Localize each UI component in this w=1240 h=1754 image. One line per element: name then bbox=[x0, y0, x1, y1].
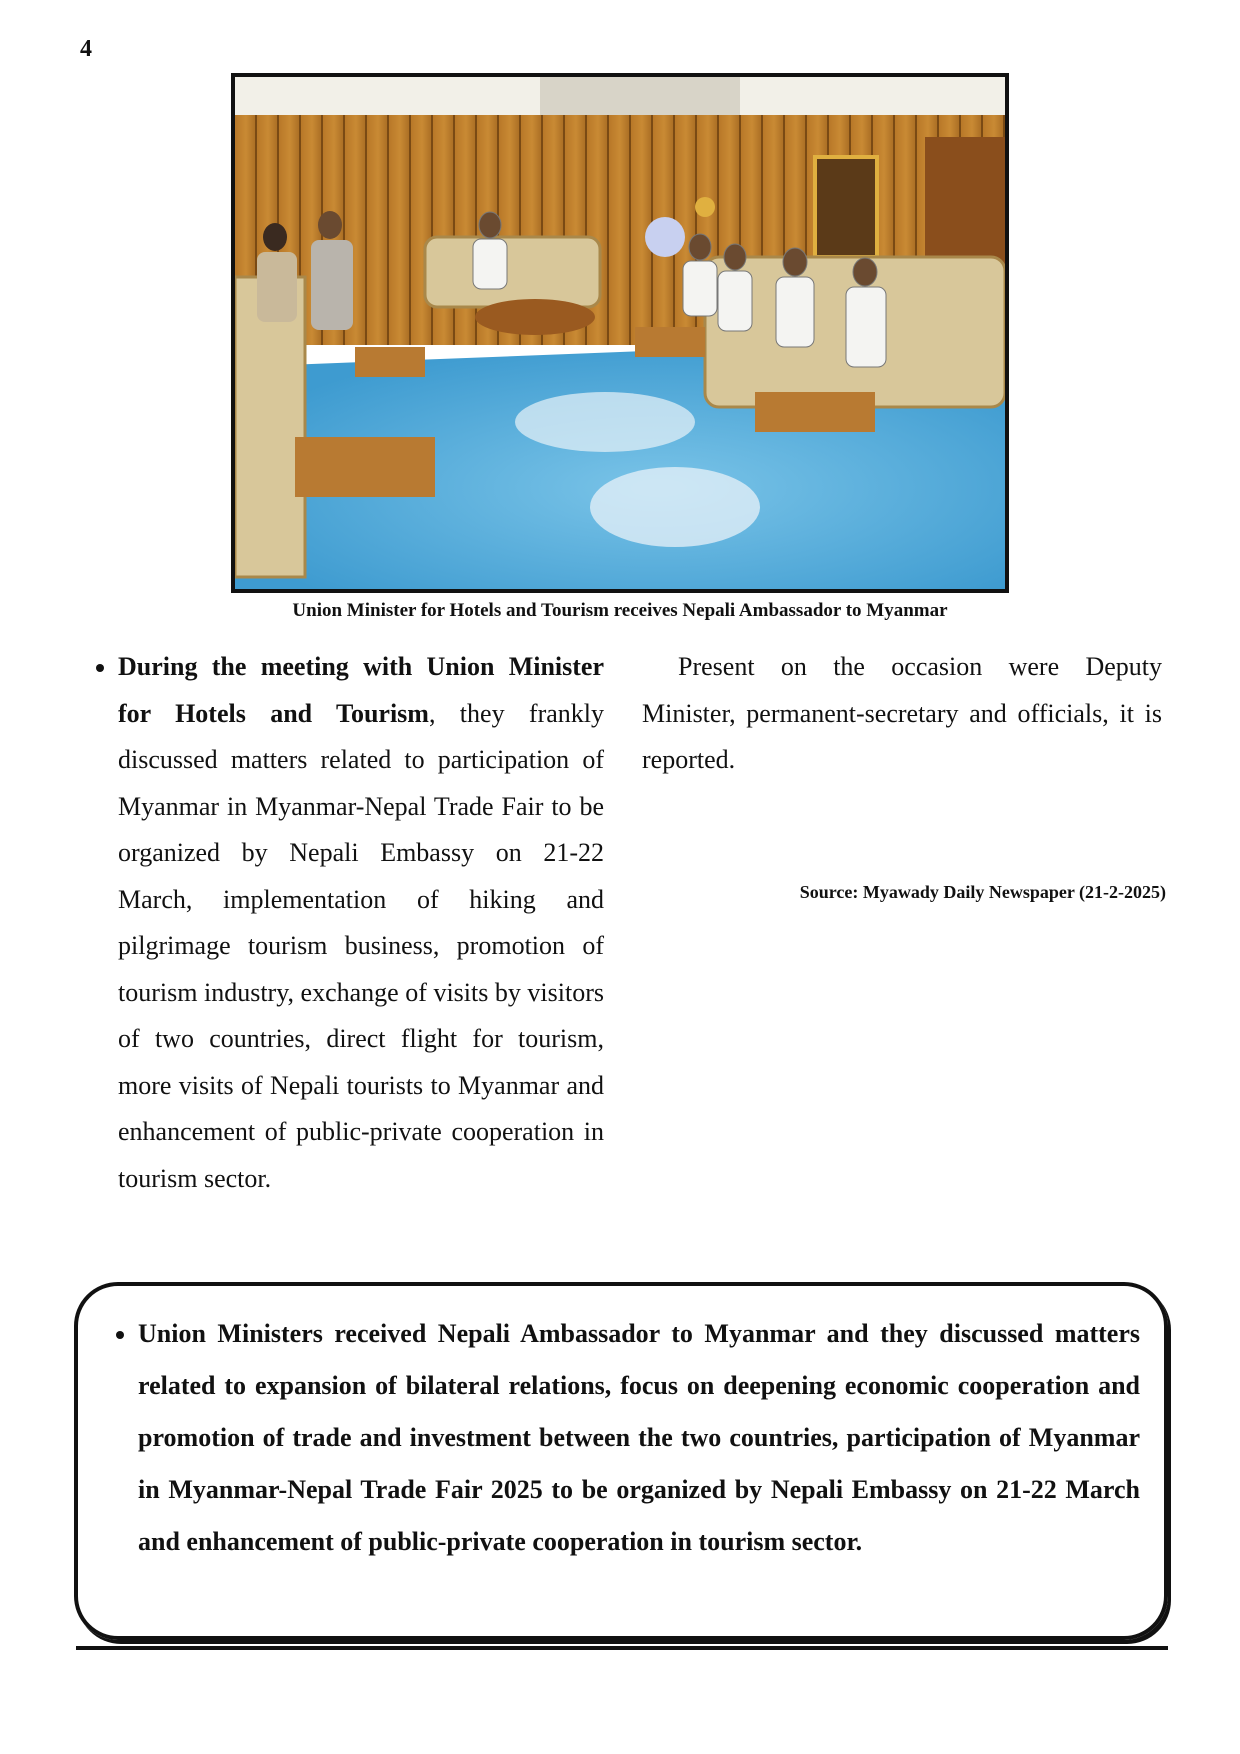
page-number: 4 bbox=[80, 36, 92, 62]
photo-caption: Union Minister for Hotels and Tourism receives Nepali Ambassador to Myanmar bbox=[292, 600, 948, 621]
meeting-photo-illustration bbox=[235, 77, 1005, 589]
article-bullet bbox=[118, 644, 604, 1202]
meeting-photo bbox=[231, 73, 1009, 593]
bottom-rule bbox=[76, 1646, 1168, 1650]
article-lead-bold: During the meeting with Union Minister for Hotels and Tourism bbox=[118, 652, 604, 728]
summary-box bbox=[74, 1282, 1168, 1640]
back-sofa bbox=[425, 237, 600, 307]
article-left-column bbox=[80, 644, 604, 1202]
wall-painting bbox=[815, 157, 877, 257]
source-citation: Source: Myawady Daily Newspaper (21-2-2025) bbox=[799, 882, 1166, 902]
article-right-column bbox=[642, 644, 1162, 784]
article-body-text: , they frankly discussed matters related to participation of Myanmar in Myanmar-Nepal Trade Fair to be organized by Nepali Embassy on 21-22 March, implementation of hiking and pilgrimage tourism business, promotion of tourism industry, exchange of visits by visitors of two countries, direct flight for tourism, more visits of Nepali tourists to Myanmar and enhancement of public-private cooperation in tourism sector. bbox=[118, 698, 604, 1193]
summary-text: • Union Ministers received Nepali Ambassador to Myanmar and they discussed matters related to expansion of bilateral relations, focus on deepening economic cooperation and promotion of trade and investment between the two countries, participation of Myanmar in Myanmar-Nepal Trade Fair 2025 to be organized by Nepali Embassy on 21-22 March and enhancement of public-private cooperation in tourism sector. bbox=[138, 1308, 1140, 1568]
carpet-medallion bbox=[515, 392, 695, 452]
article-right-text: Present on the occasion were Deputy Minister, permanent-secretary and officials, it is reported. bbox=[642, 652, 1162, 774]
center-table bbox=[475, 299, 595, 335]
